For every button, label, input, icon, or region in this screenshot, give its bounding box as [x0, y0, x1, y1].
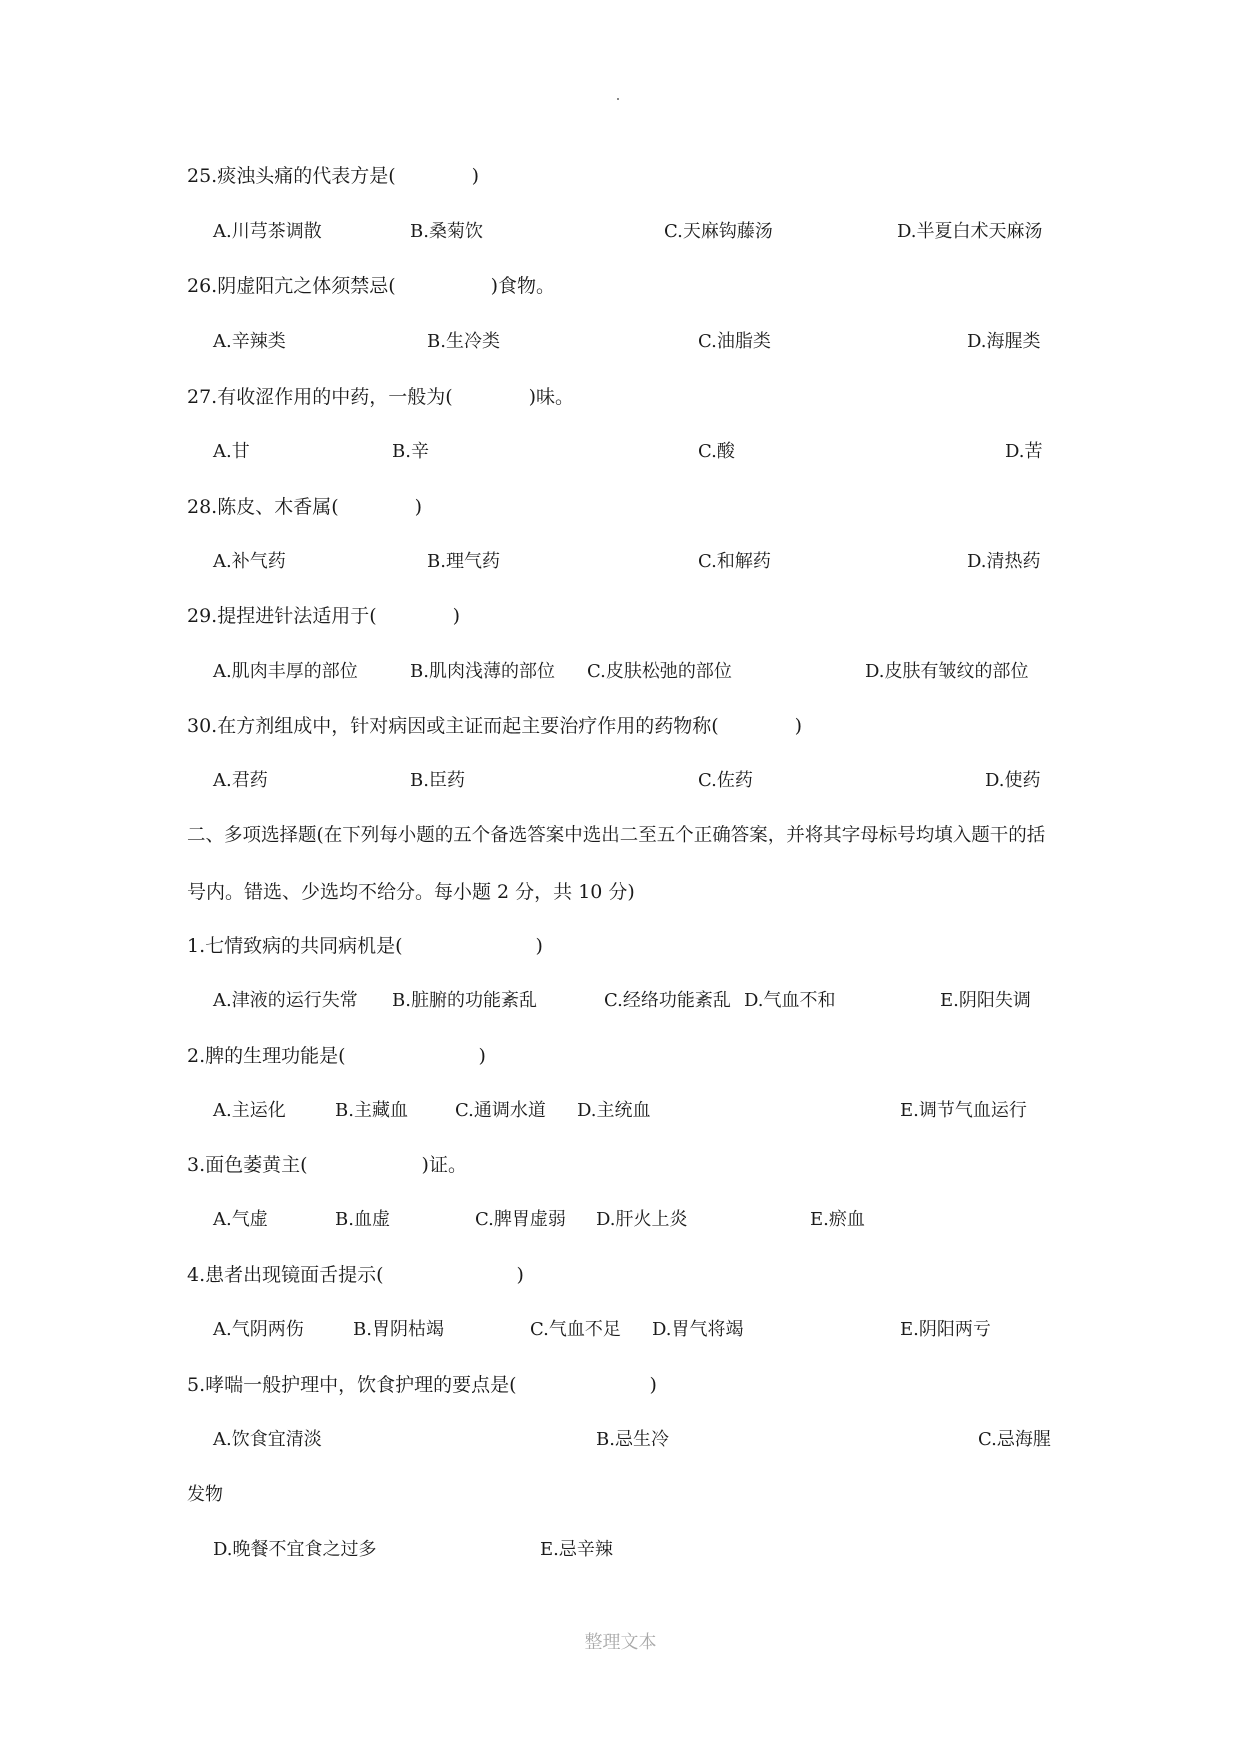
multi-question-3-option-e: E.瘀血 — [810, 1209, 865, 1230]
multi-question-4-option-a: A.气阴两伤 — [213, 1319, 304, 1340]
question-29-stem: 29.提捏进针法适用于( ) — [187, 605, 461, 627]
multi-question-5-stem: 5.哮喘一般护理中，饮食护理的要点是( ) — [187, 1374, 657, 1396]
multi-question-1-option-a: A.津液的运行失常 — [213, 990, 358, 1011]
question-25-option-a: A.川芎茶调散 — [213, 221, 322, 242]
question-28-option-a: A.补气药 — [213, 551, 286, 572]
question-25-stem: 25.痰浊头痛的代表方是( ) — [187, 165, 480, 187]
question-26-option-a: A.辛辣类 — [213, 331, 286, 352]
multi-question-2-option-c: C.通调水道 — [455, 1100, 546, 1121]
multi-question-4-option-b: B.胃阴枯竭 — [353, 1319, 444, 1340]
question-26-option-c: C.油脂类 — [698, 331, 771, 352]
section-2-heading-line-1: 二、多项选择题(在下列每小题的五个备选答案中选出二至五个正确答案，并将其字母标号均填入题干的括 — [187, 825, 1046, 846]
multi-question-4-stem: 4.患者出现镜面舌提示( ) — [187, 1264, 524, 1286]
question-29-option-b: B.肌肉浅薄的部位 — [410, 661, 555, 682]
question-28-option-c: C.和解药 — [698, 551, 771, 572]
multi-question-3-option-a: A.气虚 — [213, 1209, 268, 1230]
multi-question-2-stem: 2.脾的生理功能是( ) — [187, 1045, 486, 1067]
question-29-option-a: A.肌肉丰厚的部位 — [213, 661, 358, 682]
question-26-stem: 26.阴虚阳亢之体须禁忌( )食物。 — [187, 275, 556, 297]
multi-question-3-stem: 3.面色萎黄主( )证。 — [187, 1154, 467, 1176]
question-27-option-b: B.辛 — [392, 441, 429, 462]
multi-question-3-option-c: C.脾胃虚弱 — [475, 1209, 566, 1230]
question-27-option-a: A.甘 — [213, 441, 250, 462]
multi-question-1-option-d: D.气血不和 — [744, 990, 836, 1011]
question-28-stem: 28.陈皮、木香属( ) — [187, 496, 423, 518]
multi-question-1-option-b: B.脏腑的功能紊乱 — [392, 990, 537, 1011]
multi-question-5-option-c-wrap: 发物 — [187, 1484, 223, 1505]
multi-question-1-stem: 1.七情致病的共同病机是( ) — [187, 935, 543, 957]
question-28-option-b: B.理气药 — [427, 551, 500, 572]
question-25-option-c: C.天麻钩藤汤 — [664, 221, 773, 242]
question-27-option-d: D.苦 — [1005, 441, 1043, 462]
question-30-option-b: B.臣药 — [410, 770, 465, 791]
multi-question-5-option-c: C.忌海腥 — [978, 1429, 1051, 1450]
multi-question-5-option-a: A.饮食宜清淡 — [213, 1429, 322, 1450]
question-25-option-b: B.桑菊饮 — [410, 221, 483, 242]
question-26-option-b: B.生冷类 — [427, 331, 500, 352]
question-25-option-d: D.半夏白术天麻汤 — [897, 221, 1043, 242]
multi-question-5-option-b: B.忌生冷 — [596, 1429, 669, 1450]
question-27-option-c: C.酸 — [698, 441, 735, 462]
multi-question-2-option-e: E.调节气血运行 — [900, 1100, 1027, 1121]
multi-question-2-option-d: D.主统血 — [577, 1100, 651, 1121]
multi-question-5-option-d: D.晚餐不宜食之过多 — [213, 1539, 377, 1560]
question-30-option-c: C.佐药 — [698, 770, 753, 791]
question-26-option-d: D.海腥类 — [967, 331, 1041, 352]
multi-question-4-option-d: D.胃气将竭 — [652, 1319, 744, 1340]
question-29-option-d: D.皮肤有皱纹的部位 — [865, 661, 1029, 682]
question-30-option-a: A.君药 — [213, 770, 268, 791]
multi-question-5-option-e: E.忌辛辣 — [540, 1539, 613, 1560]
multi-question-4-option-c: C.气血不足 — [530, 1319, 621, 1340]
question-28-option-d: D.清热药 — [967, 551, 1041, 572]
multi-question-2-option-b: B.主藏血 — [335, 1100, 408, 1121]
question-30-option-d: D.使药 — [985, 770, 1041, 791]
multi-question-1-option-e: E.阴阳失调 — [940, 990, 1031, 1011]
top-dot — [617, 98, 619, 100]
question-30-stem: 30.在方剂组成中，针对病因或主证而起主要治疗作用的药物称( ) — [187, 715, 803, 737]
question-27-stem: 27.有收涩作用的中药，一般为( )味。 — [187, 386, 575, 408]
multi-question-1-option-c: C.经络功能紊乱 — [604, 990, 731, 1011]
section-2-heading-line-2: 号内。错选、少选均不给分。每小题 2 分，共 10 分) — [187, 881, 635, 903]
multi-question-4-option-e: E.阴阳两亏 — [900, 1319, 991, 1340]
question-29-option-c: C.皮肤松弛的部位 — [587, 661, 732, 682]
multi-question-3-option-b: B.血虚 — [335, 1209, 390, 1230]
multi-question-3-option-d: D.肝火上炎 — [596, 1209, 688, 1230]
page-footer: 整理文本 — [584, 1632, 657, 1653]
multi-question-2-option-a: A.主运化 — [213, 1100, 286, 1121]
